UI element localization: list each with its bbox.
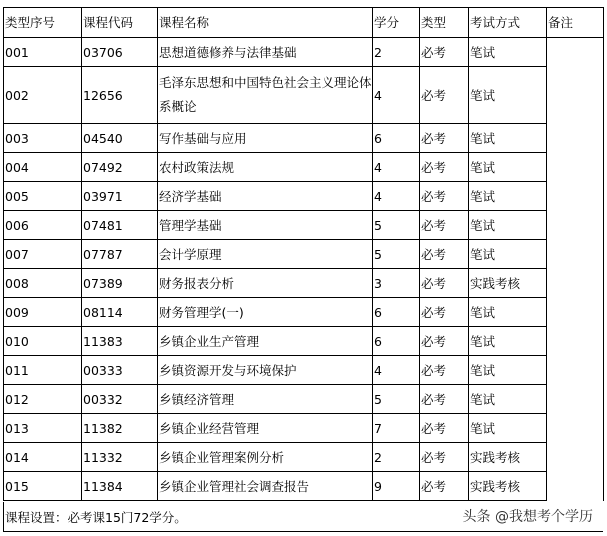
table-row: [4, 327, 604, 356]
course-seq: 013: [4, 414, 82, 443]
course-code: 08114: [82, 298, 158, 327]
footer-note: 课程设置：必考课15门72学分。: [5, 510, 187, 525]
course-name: 乡镇企业管理社会调查报告: [158, 472, 373, 501]
course-credit: 9: [373, 472, 420, 501]
course-type: 必考: [420, 182, 469, 211]
course-code: 11382: [82, 414, 158, 443]
course-type: 必考: [420, 153, 469, 182]
course-type: 必考: [420, 356, 469, 385]
header-credit: 学分: [373, 8, 420, 38]
course-name: 农村政策法规: [158, 153, 373, 182]
course-credit: 4: [373, 153, 420, 182]
course-exam: 笔试: [469, 298, 547, 327]
course-seq: 011: [4, 356, 82, 385]
course-type: 必考: [420, 124, 469, 153]
course-type: 必考: [420, 414, 469, 443]
course-exam: 笔试: [469, 38, 547, 67]
course-code: 07481: [82, 211, 158, 240]
course-code: 03706: [82, 38, 158, 67]
course-name: 乡镇经济管理: [158, 385, 373, 414]
course-code: 07787: [82, 240, 158, 269]
course-table-container: [3, 7, 603, 501]
table-row: [4, 153, 604, 182]
watermark: 头条 @我想考个学历: [462, 509, 593, 525]
header-seq: 类型序号: [4, 8, 82, 38]
course-type: 必考: [420, 327, 469, 356]
course-exam: 笔试: [469, 153, 547, 182]
table-row: [4, 211, 604, 240]
course-name: 乡镇企业经营管理: [158, 414, 373, 443]
course-seq: 010: [4, 327, 82, 356]
header-code: 课程代码: [82, 8, 158, 38]
remark-cell: [547, 38, 604, 501]
course-credit: 2: [373, 38, 420, 67]
course-name: 财务报表分析: [158, 269, 373, 298]
course-code: 00333: [82, 356, 158, 385]
course-name: 乡镇企业管理案例分析: [158, 443, 373, 472]
course-credit: 2: [373, 443, 420, 472]
course-code: 11383: [82, 327, 158, 356]
table-row: [4, 385, 604, 414]
course-code: 03971: [82, 182, 158, 211]
course-exam: 实践考核: [469, 269, 547, 298]
course-seq: 014: [4, 443, 82, 472]
course-type: 必考: [420, 443, 469, 472]
course-name: 会计学原理: [158, 240, 373, 269]
course-code: 07389: [82, 269, 158, 298]
course-code: 04540: [82, 124, 158, 153]
course-code: 12656: [82, 67, 158, 124]
course-table: [3, 7, 604, 501]
course-exam: 笔试: [469, 182, 547, 211]
table-row: [4, 298, 604, 327]
course-credit: 5: [373, 211, 420, 240]
course-exam: 笔试: [469, 240, 547, 269]
course-seq: 005: [4, 182, 82, 211]
course-type: 必考: [420, 269, 469, 298]
course-type: 必考: [420, 472, 469, 501]
table-row: [4, 269, 604, 298]
course-name: 毛泽东思想和中国特色社会主义理论体系概论: [158, 67, 373, 124]
course-code: 00332: [82, 385, 158, 414]
table-row: [4, 67, 604, 124]
course-code: 11332: [82, 443, 158, 472]
course-name: 写作基础与应用: [158, 124, 373, 153]
course-credit: 5: [373, 240, 420, 269]
course-exam: 实践考核: [469, 472, 547, 501]
course-type: 必考: [420, 240, 469, 269]
course-name: 财务管理学(一): [158, 298, 373, 327]
course-name: 乡镇企业生产管理: [158, 327, 373, 356]
course-seq: 006: [4, 211, 82, 240]
table-row: [4, 240, 604, 269]
table-row: [4, 182, 604, 211]
course-credit: 4: [373, 356, 420, 385]
course-exam: 笔试: [469, 385, 547, 414]
course-credit: 4: [373, 182, 420, 211]
table-row: [4, 472, 604, 501]
header-type: 类型: [420, 8, 469, 38]
course-seq: 007: [4, 240, 82, 269]
course-exam: 实践考核: [469, 443, 547, 472]
course-seq: 004: [4, 153, 82, 182]
course-exam: 笔试: [469, 327, 547, 356]
table-footer: [3, 502, 603, 532]
course-exam: 笔试: [469, 211, 547, 240]
course-name: 乡镇资源开发与环境保护: [158, 356, 373, 385]
course-credit: 6: [373, 298, 420, 327]
course-exam: 笔试: [469, 124, 547, 153]
course-seq: 003: [4, 124, 82, 153]
course-seq: 001: [4, 38, 82, 67]
course-credit: 6: [373, 124, 420, 153]
course-credit: 4: [373, 67, 420, 124]
header-remark: 备注: [547, 8, 604, 38]
course-exam: 笔试: [469, 356, 547, 385]
course-seq: 015: [4, 472, 82, 501]
table-row: [4, 443, 604, 472]
header-name: 课程名称: [158, 8, 373, 38]
course-credit: 7: [373, 414, 420, 443]
course-type: 必考: [420, 67, 469, 124]
course-name: 经济学基础: [158, 182, 373, 211]
table-row: [4, 38, 604, 67]
table-row: [4, 414, 604, 443]
course-type: 必考: [420, 211, 469, 240]
course-credit: 5: [373, 385, 420, 414]
course-seq: 012: [4, 385, 82, 414]
course-code: 07492: [82, 153, 158, 182]
course-exam: 笔试: [469, 67, 547, 124]
course-credit: 3: [373, 269, 420, 298]
course-seq: 008: [4, 269, 82, 298]
course-type: 必考: [420, 38, 469, 67]
course-name: 思想道德修养与法律基础: [158, 38, 373, 67]
course-type: 必考: [420, 385, 469, 414]
table-row: [4, 124, 604, 153]
course-seq: 009: [4, 298, 82, 327]
course-seq: 002: [4, 67, 82, 124]
course-credit: 6: [373, 327, 420, 356]
course-code: 11384: [82, 472, 158, 501]
course-type: 必考: [420, 298, 469, 327]
header-exam: 考试方式: [469, 8, 547, 38]
table-header-row: [4, 8, 604, 38]
course-exam: 笔试: [469, 414, 547, 443]
course-name: 管理学基础: [158, 211, 373, 240]
course-table-body: [4, 8, 604, 501]
table-row: [4, 356, 604, 385]
